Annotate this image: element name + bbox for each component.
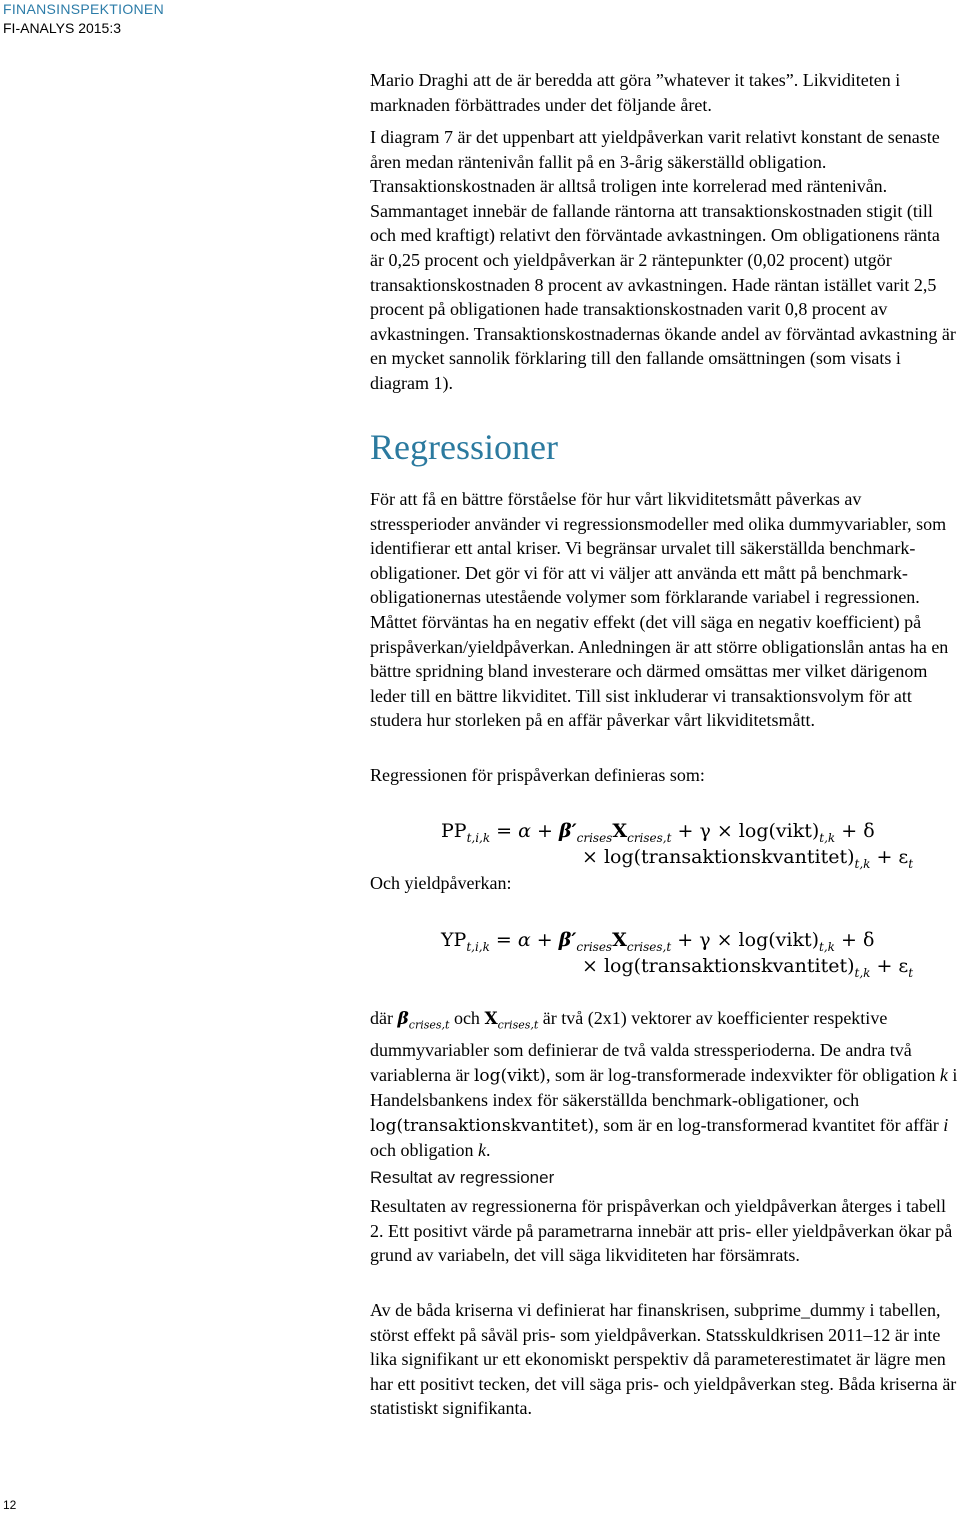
equation-yieldpaverkan-line2: × $\log(transaktionskvantitet)_{t,k} + \varepsilon_t$ [582, 955, 914, 980]
body-paragraph-2: För att få en bättre förståelse för hur vårt likviditetsmått påverkas av stressperioder använder vi regressionsmodeller med olika dummyvariabler, som identifierar ett antal kriser. Vi begränsar urvalet till säkerställda benchmark-obligationer. Det gör vi för att vi väljer att använda ett mått på benchmark-obligationernas utestående volymer som förklarande variabel i regressionen. Måttet förväntas ha en negativ effekt (det vill säga en negativ koefficient) på prispåverkan/yieldpåverkan. Anledningen är att större obligationslån antas ha en bättre spridning bland investerare och därmed omsättas mer vilket därigenom leder till en bättre likviditet. Till sist inkluderar vi transaktionsvolym för att studera hur storleken på en affär påverkar vårt likviditetsmått. [370, 489, 949, 731]
equation-prispaverkan-line2: × $\log(transaktionskvantitet)_{t,k} + \varepsilon_t$ [582, 846, 914, 871]
body-paragraph-3: Regressionen för prispåverkan definieras som: [370, 765, 705, 785]
body-paragraph-1: I diagram 7 är det uppenbart att yieldpåverkan varit relativt konstant de senaste åren medan räntenivån fallit på en 3-årig säkerställd obligation. Transaktionskostnaden är alltså troligen inte korrelerad med räntenivån. Sammantaget innebär de fallande räntorna att transaktionskostnaden stigit (till och med kraftigt) relativt den förväntade avkastningen. Om obligationens ränta är 0,25 procent och yieldpåverkan är 2 räntepunkter (0,02 procent) utgör transaktionskostnaden 8 procent av avkastningen. Hade räntan istället varit 2,5 procent på obligationen hade transaktionskostnaden varit 0,8 procent av avkastningen. Transaktionskostnadernas ökande andel av förväntad avkastning är en mycket sannolik förklaring till den fallande omsättningen (som visats i diagram 1). [370, 127, 956, 393]
subheading-resultat: Resultat av regressioner [370, 1168, 555, 1187]
report-id: FI-ANALYS 2015:3 [3, 20, 122, 36]
page-number: 12 [3, 1498, 17, 1512]
label-yieldpaverkan: Och yieldpåverkan: [370, 873, 512, 893]
page-header [3, 0, 164, 38]
organization-name: FINANSINSPEKTIONEN [3, 1, 164, 17]
body-paragraph-6: Av de båda kriserna vi definierat har finanskrisen, subprime_dummy i tabellen, störst effekt på såväl pris- som yieldpåverkan. Statsskuldkrisen 2011–12 är inte lika signifikant ur ett ekonomiskt perspektiv då parameterestimatet är lägre men har ett positivt tecken, det vill säga pris- och yieldpåverkan steg. Båda kriserna är statistiskt signifikanta. [370, 1300, 957, 1419]
equation-yieldpaverkan-line1: $YP_{t,i,k} = \alpha + \beta'_{crises}X_{crises,t} + \gamma$ × $\log(vikt)_{t,k} + \delta$ [441, 929, 875, 954]
equation-prispaverkan-line1: $PP_{t,i,k} = \alpha + \beta'_{crises}X_{crises,t} + \gamma$ × $\log(vikt)_{t,k} + \delta$ [441, 820, 875, 845]
body-paragraph-4: där $\beta_{crises,t}$ och $X_{crises,t}$ är två (2x1) vektorer av koefficienter respektive dummyvariabler som definierar de två valda stressperioderna. De andra två variablerna är log(vikt), som är log-transformerade indexvikter för obligation k i Handelsbankens index för säkerställda benchmark-obligationer, och log(transaktionskvantitet), som är en log-transformerad kvantitet för affär i och obligation k. [370, 1008, 958, 1161]
body-paragraph-5: Resultaten av regressionerna för prispåverkan och yieldpåverkan återges i tabell 2. Ett positivt värde på parametrarna innebär att pris- eller yieldpåverkan ökar på grund av variabeln, det vill säga likviditeten har försämrats. [370, 1196, 953, 1266]
intro-paragraph: Mario Draghi att de är beredda att göra ”whatever it takes”. Likviditeten i marknaden förbättrades under det följande året. [370, 70, 901, 115]
section-heading-regressioner: Regressioner [370, 427, 558, 467]
